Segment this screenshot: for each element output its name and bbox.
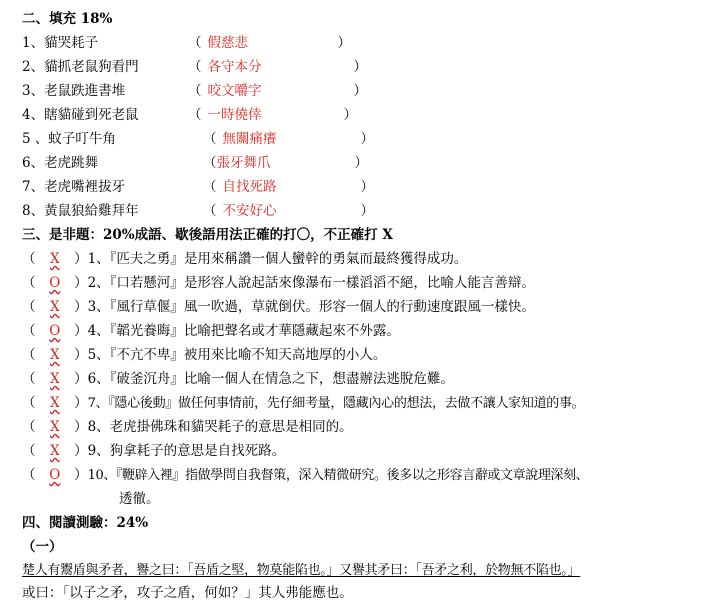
true-false-text: 10、『鞭辟入裡』指做學問自我督策，深入精微研究。後多以之形容言辭或文章說理深刻、 (87, 468, 589, 483)
true-false-mark: X (49, 347, 60, 363)
fill-answer-row: （張牙舞爪 ） (203, 155, 368, 171)
fill-question: 3、老鼠跌進書堆 (22, 83, 126, 99)
fill-answer-row: （ 無關痛癢 ） (203, 131, 374, 147)
true-false-mark: X (49, 371, 60, 387)
true-false-row: （ X ）1、『匹夫之勇』是用來稱讚一個人蠻幹的勇氣而最終獲得成功。 (22, 251, 468, 267)
fill-question: 8、黃鼠狼給雞拜年 (22, 203, 139, 219)
fill-answer-row: （ 咬文嚼字 ） (188, 83, 367, 99)
true-false-text: 1、『匹夫之勇』是用來稱讚一個人蠻幹的勇氣而最終獲得成功。 (87, 251, 468, 267)
true-false-row: （ X ）6、『破釜沉舟』比喻一個人在情急之下，想盡辦法逃脫危難。 (22, 371, 454, 387)
fill-answer-row: （ 自找死路 ） (203, 179, 374, 195)
fill-answer: 無關痛癢 (222, 131, 277, 147)
true-false-text: 8、老虎掛佛珠和貓哭耗子的意思是相同的。 (87, 419, 353, 435)
fill-question: 6、老虎跳舞 (22, 155, 99, 171)
fill-answer-row: （ 不安好心 ） (203, 203, 374, 219)
reading-paragraph: 楚人有鬻盾與矛者，譽之曰：「吾盾之堅，物莫能陷也。」又譽其矛曰：「吾矛之利，於物無不陷也。」 (22, 563, 581, 578)
fill-answer: 不安好心 (222, 203, 277, 219)
true-false-mark: O (49, 275, 61, 291)
fill-question: 5 、蚊子叮牛角 (22, 131, 116, 147)
true-false-text: 5、『不亢不卑』被用來比喻不知天高地厚的小人。 (87, 347, 387, 363)
fill-answer: 咬文嚼字 (207, 83, 262, 99)
true-false-row: （ O ）4、『韜光養晦』比喻把聲名或才華隱藏起來不外露。 (22, 323, 400, 339)
fill-answer: 假慈悲 (207, 35, 248, 51)
true-false-mark: X (49, 443, 60, 459)
true-false-mark: X (49, 395, 60, 411)
true-false-mark: O (49, 467, 61, 483)
true-false-row: （ X ）8、老虎掛佛珠和貓哭耗子的意思是相同的。 (22, 419, 353, 435)
true-false-mark: X (49, 251, 60, 267)
fill-question: 7、老虎嘴裡拔牙 (22, 179, 126, 195)
true-false-row: （ O ）2、『口若懸河』是形容人說起話來像瀑布一樣滔滔不絕，比喻人能言善辯。 (22, 275, 535, 291)
fill-question: 2、貓抓老鼠狗看門 (22, 59, 139, 75)
fill-question: 1、貓哭耗子 (22, 35, 99, 51)
true-false-row: （ X ）7、『隱心後動』做任何事情前，先仔細考量，隱藏內心的想法，去做不讓人家知道的事。 (22, 395, 585, 411)
true-false-text: 3、『風行草偃』風一吹過，草就倒伏。形容一個人的行動速度跟風一樣快。 (87, 299, 535, 315)
true-false-text: 6、『破釜沉舟』比喻一個人在情急之下，想盡辦法逃脫危難。 (87, 371, 454, 387)
true-false-mark: X (49, 419, 60, 435)
true-false-mark: X (49, 299, 60, 315)
true-false-row: （ X ）3、『風行草偃』風一吹過，草就倒伏。形容一個人的行動速度跟風一樣快。 (22, 299, 535, 315)
fill-answer: 一時僥倖 (207, 107, 262, 123)
true-false-mark: O (49, 323, 61, 339)
fill-question: 4、瞎貓碰到死老鼠 (22, 107, 139, 123)
true-false-text: 4、『韜光養晦』比喻把聲名或才華隱藏起來不外露。 (87, 323, 400, 339)
true-false-row: （ X ）5、『不亢不卑』被用來比喻不知天高地厚的小人。 (22, 347, 387, 363)
true-false-text: 2、『口若懸河』是形容人說起話來像瀑布一樣滔滔不絕，比喻人能言善辯。 (87, 275, 535, 291)
section4-subheading: （一） (22, 539, 63, 555)
fill-answer: 自找死路 (222, 179, 277, 195)
fill-answer-row: （ 假慈悲 ） (188, 35, 351, 51)
reading-paragraph: 或曰：「以子之矛，攻子之盾，何如？」其人弗能應也。 (22, 585, 353, 601)
section4-heading: 四、閱讀測驗：24% (22, 515, 149, 531)
fill-answer: 各守本分 (207, 59, 262, 75)
fill-answer-row: （ 一時僥倖 ） (188, 107, 357, 123)
fill-answer-row: （ 各守本分 ） (188, 59, 367, 75)
fill-answer: 張牙舞爪 (216, 155, 271, 171)
true-false-continuation: 透徹。 (119, 491, 160, 507)
true-false-row: （ X ）9、狗拿耗子的意思是自找死路。 (22, 443, 286, 459)
true-false-text: 9、狗拿耗子的意思是自找死路。 (87, 443, 286, 459)
true-false-row: （ O ）10、『鞭辟入裡』指做學問自我督策，深入精微研究。後多以之形容言辭或文章說理深刻、 (22, 467, 589, 483)
section3-heading: 三、是非題：20%成語、歇後語用法正確的打〇，不正確打 X (22, 227, 393, 243)
section2-heading: 二、填充 18% (22, 11, 113, 27)
true-false-text: 7、『隱心後動』做任何事情前，先仔細考量，隱藏內心的想法，去做不讓人家知道的事。 (87, 396, 585, 411)
